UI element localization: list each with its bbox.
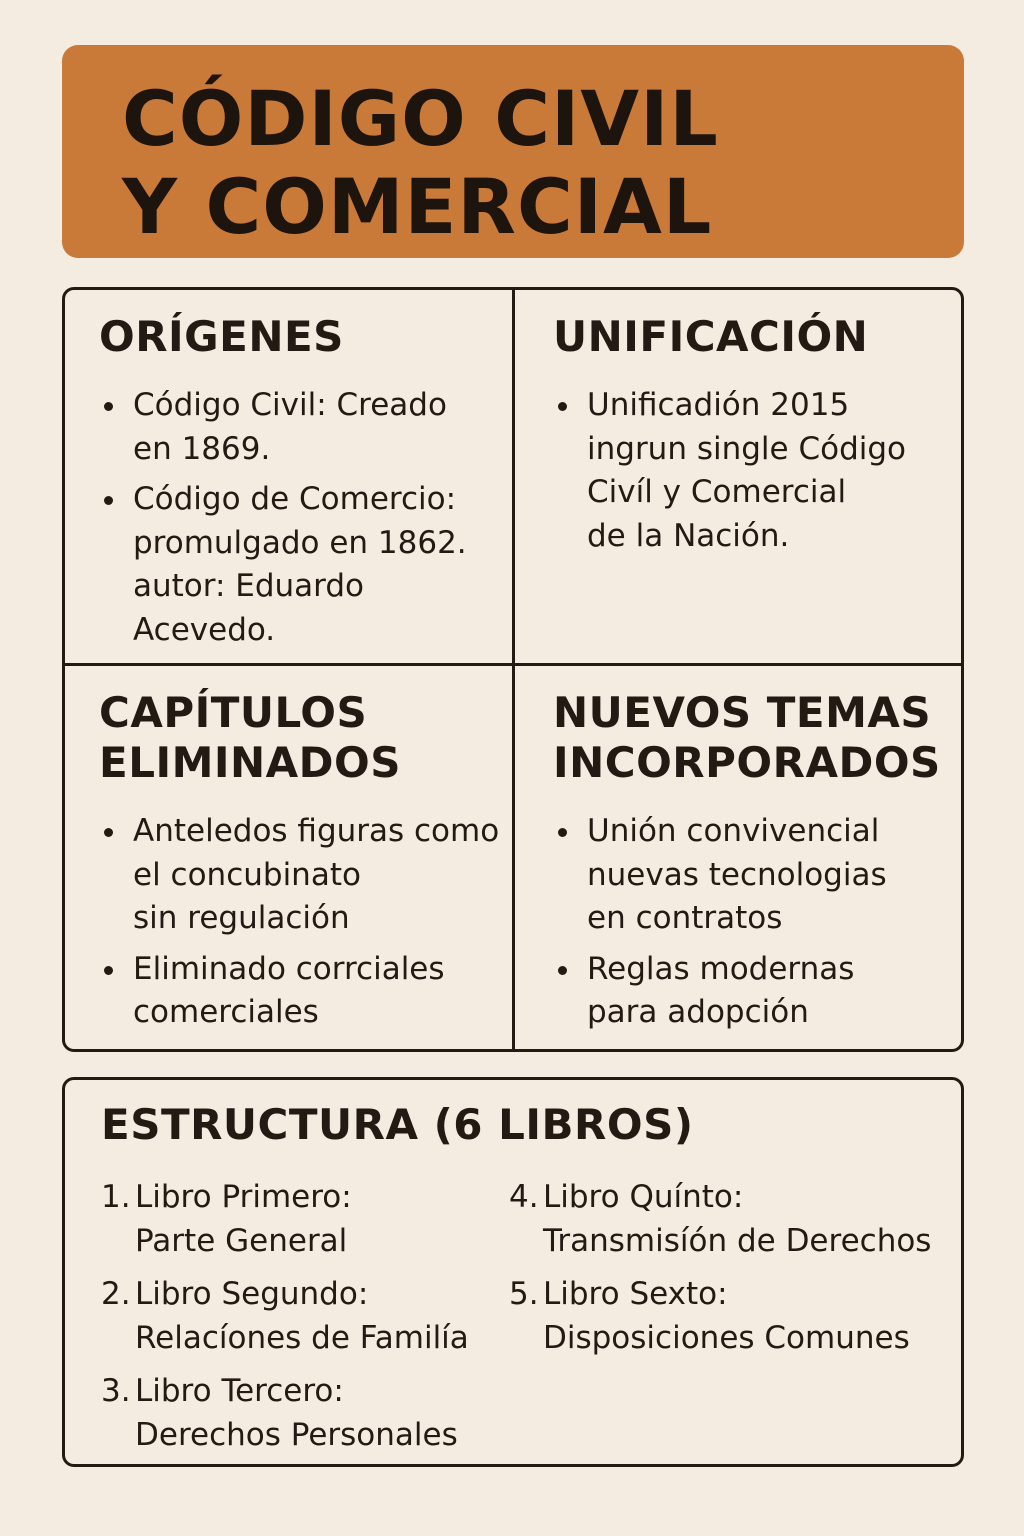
origenes-heading: ORÍGENES	[99, 312, 344, 361]
book-title: Libro Primero:	[135, 1179, 352, 1215]
capitulos-heading-line-1: CAPÍTULOS	[99, 688, 368, 737]
list-item	[99, 948, 502, 1035]
book-subtitle: Derechos Personales	[135, 1416, 458, 1453]
item-line: Acevedo.	[133, 611, 276, 648]
list-item	[99, 384, 502, 471]
book-title: Libro Quínto:	[543, 1179, 744, 1215]
title-line-2: Y COMERCIAL	[122, 162, 713, 251]
book-number: 4.	[509, 1179, 539, 1215]
item-line: promulgado en 1862.	[133, 524, 467, 561]
item-line: para adopción	[587, 994, 809, 1030]
books-column-right	[509, 1176, 931, 1370]
nuevos-heading-line-1: NUEVOS TEMAS	[553, 688, 932, 737]
capitulos-heading-line-2: ELIMINADOS	[99, 738, 401, 787]
topics-grid	[62, 287, 964, 1052]
books-list	[101, 1176, 961, 1466]
unificacion-list	[553, 384, 954, 558]
book-subtitle: Parte General	[135, 1222, 348, 1259]
book-number: 2.	[101, 1276, 131, 1312]
title-banner	[62, 45, 964, 258]
book-subtitle: Relacíones de Familía	[135, 1319, 469, 1356]
book-number: 1.	[101, 1179, 131, 1215]
item-line: Eliminado corrciales	[133, 950, 445, 987]
estructura-section	[62, 1077, 964, 1467]
item-line: Unión convivencial	[587, 813, 880, 849]
item-line: ingrun single Código	[587, 430, 907, 467]
book-title: Libro Tercero:	[135, 1373, 344, 1409]
book-number: 5.	[509, 1276, 539, 1312]
item-line: en contratos	[587, 900, 783, 936]
item-line: de la Nación.	[587, 517, 790, 554]
origenes-list	[99, 384, 502, 652]
list-item	[99, 810, 502, 941]
item-line: Civíl y Comercial	[587, 474, 847, 510]
books-column-left	[101, 1176, 469, 1467]
list-item	[553, 948, 954, 1035]
nuevos-heading-line-2: INCORPORADOS	[553, 738, 941, 787]
item-line: Código Civil: Creado	[133, 387, 447, 423]
book-item	[509, 1273, 931, 1360]
capitulos-list	[99, 810, 502, 1035]
item-line: Unificadión 2015	[587, 387, 850, 423]
list-item	[553, 810, 954, 941]
list-item	[99, 478, 502, 652]
item-line: Código de Comercio:	[133, 481, 457, 517]
item-line: en 1869.	[133, 430, 271, 467]
book-number: 3.	[101, 1373, 131, 1409]
book-item	[101, 1370, 469, 1457]
list-item	[553, 384, 954, 558]
item-line: el concubinato	[133, 856, 361, 893]
item-line: Reglas modernas	[587, 950, 855, 987]
capitulos-section	[65, 666, 515, 1049]
book-item	[509, 1176, 931, 1263]
title-line-1: CÓDIGO CIVIL	[122, 74, 719, 163]
item-line: Anteledos figuras como	[133, 813, 500, 849]
unificacion-section	[515, 290, 964, 666]
book-subtitle: Transmisíón de Derechos	[543, 1222, 932, 1259]
item-line: autor: Eduardo	[133, 568, 365, 604]
item-line: comerciales	[133, 994, 319, 1030]
book-item	[101, 1273, 469, 1360]
item-line: nuevas tecnologias	[587, 856, 887, 893]
book-title: Libro Sexto:	[543, 1276, 728, 1312]
nuevos-section	[515, 666, 964, 1049]
book-subtitle: Disposiciones Comunes	[543, 1319, 910, 1356]
nuevos-list	[553, 810, 954, 1035]
item-line: sin regulación	[133, 900, 350, 936]
book-title: Libro Segundo:	[135, 1276, 369, 1312]
unificacion-heading: UNIFICACIÓN	[553, 312, 869, 361]
estructura-heading: ESTRUCTURA (6 LIBROS)	[101, 1100, 694, 1149]
book-item	[101, 1176, 469, 1263]
origenes-section	[65, 290, 515, 666]
